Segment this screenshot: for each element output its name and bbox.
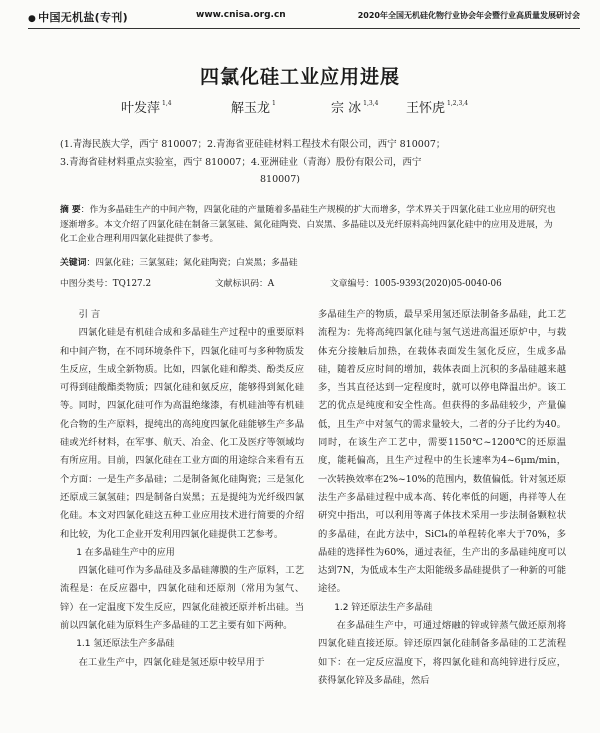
author-2: 解玉龙 $^1$ <box>231 100 276 116</box>
keywords-label: 关键词 <box>60 258 87 268</box>
conference-name: 2020年全国无机硅化物行业协会年会暨行业高质量发展研讨会 <box>357 11 580 20</box>
author-4: 王怀虎 $^{1,2,3,4}$ <box>406 100 469 116</box>
section-1-paragraph: 四氯化硅可作为多晶硅及多晶硅薄膜的生产原料，工艺流程是：在反应器中，四氯化硅和还原剂（常用为氢气、锌）在一定温度下发生反应，四氯化硅被还原并析出硅。当前以四氯化硅为原料生产多晶硅的工艺主要有如下两种。 <box>60 565 304 632</box>
section-1-1-continued: 多晶硅生产的物质，最早采用氢还原法制备多晶硅，此工艺流程为：先将高纯四氯化硅与氢气送进高温还原炉中，与载体充分接触后加热，在载体表面发生氢化反应，生成多晶硅，随着反应时间的增加，载体表面上沉积的多晶硅越来越多，当其直径达到一定程度时，就可以停电降温出炉。该工艺的优点是纯度和安全性高。但获得的多晶硅较少，产量偏低，且生产中对氢气的需求量较大，二者的分子比约为40。同时，在该生产工艺中，需要1150℃~1200℃的还原温度，能耗偏高，且生产过程中的生长速率为4~6μm/min，一次转换效率在2%~10%的范围内，数值偏低。针对氢还原法生产多晶硅过程中成本高、转化率低的问题，冉祥等人在研究中指出，可以利用等离子体技术采用一步法制备颗粒状的多晶硅，在此方法中，SiCl₄的单程转化率大于70%，多晶硅的选择性为60%，通过表征，生产出的多晶硅纯度可以达到7N，为低成本生产太阳能级多晶硅提供了一种新的可能途径。 <box>318 309 566 595</box>
journal-website: www.cnisa.org.cn <box>196 10 286 20</box>
affiliation-line: 810007) <box>260 174 300 185</box>
affiliations <box>60 136 558 189</box>
running-header <box>28 6 580 29</box>
document-code: 文献标识码：A <box>215 279 275 289</box>
article-number: 文章编号：1005-9393(2020)05-0040-06 <box>330 279 502 289</box>
keywords <box>60 255 558 268</box>
clc-number: 中图分类号：TQ127.2 <box>60 279 152 289</box>
abstract <box>60 203 558 247</box>
intro-paragraph: 四氯化硅是有机硅合成和多晶硅生产过程中的重要原料和中间产物，在不同环境条件下，四氯化硅可与多种物质发生反应，生成全新物质。比如，四氯化硅和醇类、酚类反应可得到硅酸酯类物质；四氯化硅和氨反应，能够得到氮化硅等。同时，四氯化硅可作为高温绝缘漆，有机硅油等有机硅化合物的生产原料，提纯出的高纯度四氯化硅能够生产多晶硅或光纤材料，在军事、航天、冶金、化工及医疗等领域均有所应用。目前，四氯化硅在工业方面的用途综合来看有五个方面：一是生产多晶硅；二是制备氮化硅陶瓷；三是氢化还原成三氯氢硅；四是制备白炭黑；五是提纯为光纤级四氯化硅。本文对四氯化硅这五种工业应用技术进行简要的介绍和比较，为化工企业开发利用四氯化硅提供工艺参考。 <box>60 327 304 540</box>
keywords-text: ：四氯化硅；三氯氢硅；氮化硅陶瓷；白炭黑；多晶硅 <box>86 258 298 268</box>
affiliation-line: 3.青海省硅材料重点实验室，西宁 810007；4.亚洲硅业（青海）股份有限公司，西宁 <box>60 156 422 168</box>
section-1-2-paragraph: 在多晶硅生产中，可通过熔融的锌或锌蒸气做还原剂将四氯化硅直接还原。锌还原四氯化硅制备多晶硅的工艺流程如下：在一定反应温度下，将四氯化硅和高纯锌进行反应，获得氯化锌及多晶硅，然后 <box>318 620 566 686</box>
author-3: 宗 冰 $^{1,3,4}$ <box>331 100 379 116</box>
section-1-2-heading: 1.2 锌还原法生产多晶硅 <box>334 602 433 613</box>
abstract-label: 摘 要 <box>60 205 81 215</box>
author-list <box>0 97 600 117</box>
classification-line <box>60 276 558 288</box>
author-1: 叶发萍 $^{1,4}$ <box>121 100 172 116</box>
right-column <box>318 306 566 690</box>
section-1-1-heading: 1.1 氢还原法生产多晶硅 <box>76 639 175 650</box>
paper-title: 四氯化硅工业应用进展 <box>199 66 400 88</box>
bullet-icon: ● <box>28 14 37 24</box>
section-1-heading: 1 在多晶硅生产中的应用 <box>76 547 175 558</box>
journal-name: 中国无机盐(专刊) <box>38 11 128 24</box>
abstract-text: ：作为多晶硅生产的中间产物，四氯化硅的产量随着多晶硅生产规模的扩大而增多，学术界关于四氯化硅工业应用的研究也逐渐增多。本文介绍了四氯化硅在制备三氯氢硅、氮化硅陶瓷、白炭黑、多晶硅以及光纤原料高纯四氯化硅中的应用及进展，为化工企业合理利用四氯化硅提供了参考。 <box>60 205 556 245</box>
journal-logo <box>28 9 128 25</box>
intro-heading: 引 言 <box>78 309 101 320</box>
affiliation-line: (1.青海民族大学，西宁 810007；2.青海省亚硅硅材料工程技术有限公司，西宁 810007； <box>60 139 446 150</box>
left-column <box>60 306 304 672</box>
section-1-1-paragraph: 在工业生产中，四氯化硅是氢还原中较早用于 <box>78 656 265 668</box>
